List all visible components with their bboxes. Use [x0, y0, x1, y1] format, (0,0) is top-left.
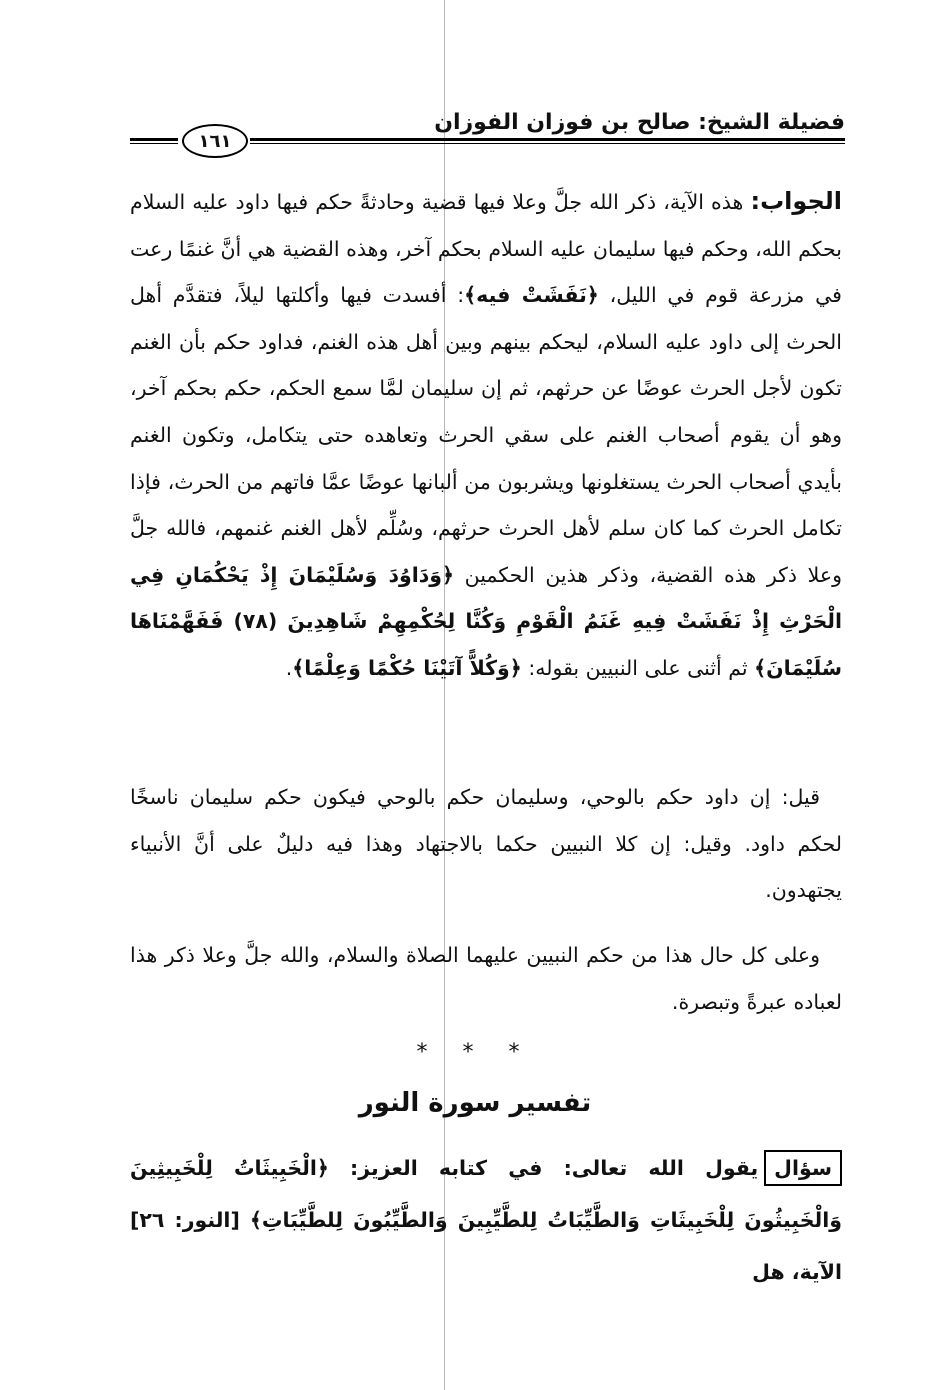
verse-quote-3: ﴿وَكُلاًّ آتَيْنَا حُكْمًا وَعِلْمًا﴾: [292, 655, 522, 680]
running-header-title: فضيلة الشيخ: صالح بن فوزان الفوزان: [434, 110, 845, 135]
paragraph-conclusion-text: وعلى كل حال هذا من حكم النبيين عليهما الصلاة والسلام، والله جلَّ وعلا ذكر هذا لعباده عبرةً وتبصرة.: [130, 943, 842, 1014]
question-reference: [النور: ٢٦]: [130, 1208, 250, 1232]
section-separator: * * *: [416, 1040, 534, 1065]
question-label-box: سؤال: [764, 1150, 842, 1186]
verse-quote-2: ﴿وَدَاوُدَ وَسُلَيْمَانَ إِذْ يَحْكُمَانِ فِي الْحَرْثِ إِذْ نَفَشَتْ فِيهِ غَنَمُ الْقَوْمِ وَكُنَّا لِحُكْمِهِمْ شَاهِدِينَ (٧٨) فَفَهَّمْنَاهَا سُلَيْمَانَ﴾: [130, 562, 843, 680]
question-verse: ﴿الْخَبِيثَاتُ لِلْخَبِيثِينَ وَالْخَبِيثُونَ لِلْخَبِيثَاتِ وَالطَّيِّبَاتُ لِلطَّيِّبِينَ وَالطَّيِّبُونَ لِلطَّيِّبَاتِ﴾: [130, 1156, 842, 1232]
question-paragraph: [130, 1142, 842, 1298]
answer-label: الجواب:: [750, 187, 842, 215]
question-text-1: يقول الله تعالى: في كتابه العزيز:: [328, 1156, 759, 1180]
answer-text-3: ثم أثنى على النبيين بقوله:: [521, 655, 755, 680]
answer-text-4: .: [285, 655, 293, 680]
header-rule-short: [130, 138, 178, 144]
paragraph-conclusion: [130, 932, 842, 1025]
paragraph-opinions-text: قيل: إن داود حكم بالوحي، وسليمان حكم بالوحي فيكون حكم سليمان ناسخًا لحكم داود. وقيل: إن كلا النبيين حكما بالاجتهاد وهذا فيه دليلٌ على أنَّ الأنبياء يجتهدون.: [130, 785, 842, 903]
answer-text-1: هذه الآية، ذكر الله جلَّ وعلا فيها قضية وحادثةً حكم فيها داود عليه السلام بحكم الله، وحكم فيها سليمان عليه السلام بحكم آخر، وهذه القضية هي أنَّ غنمًا رعت في مزرعة قوم في الليل،: [130, 190, 842, 308]
question-text-2: الآية، هل: [752, 1260, 842, 1284]
paragraph-opinions: [130, 774, 842, 914]
section-title: تفسير سورة النور: [358, 1088, 592, 1118]
verse-quote-1: ﴿نَفَشَتْ فيه﴾: [464, 283, 599, 308]
answer-paragraph: [130, 178, 842, 692]
page-number: ١٦١: [182, 124, 248, 158]
answer-text-2: : أفسدت فيها وأكلتها ليلاً، فتقدَّم أهل الحرث إلى داود عليه السلام، ليحكم بينهم وبين أهل هذه الغنم، فداود حكم بأن الغنم تكون لأجل الحرث عوضًا عن حرثهم، ثم إن سليمان لمَّا سمع الحكم، حكم بحكم آخر، وهو أن يقوم أصحاب الغنم على سقي الحرث وتعاهده حتى يتكامل، وتكون الغنم بأيدي أصحاب الحرث يستغلونها ويشربون من ألبانها عوضًا عمَّا فاتهم من الحرث، فإذا تكامل الحرث كما كان سلم لأهل الحرث حرثهم، وسُلِّم لأهل الغنم غنمهم، فالله جلَّ وعلا ذكر هذه القضية، وذكر هذين الحكمين: [130, 283, 842, 587]
page-header: [130, 100, 845, 160]
header-rule: [250, 138, 845, 144]
